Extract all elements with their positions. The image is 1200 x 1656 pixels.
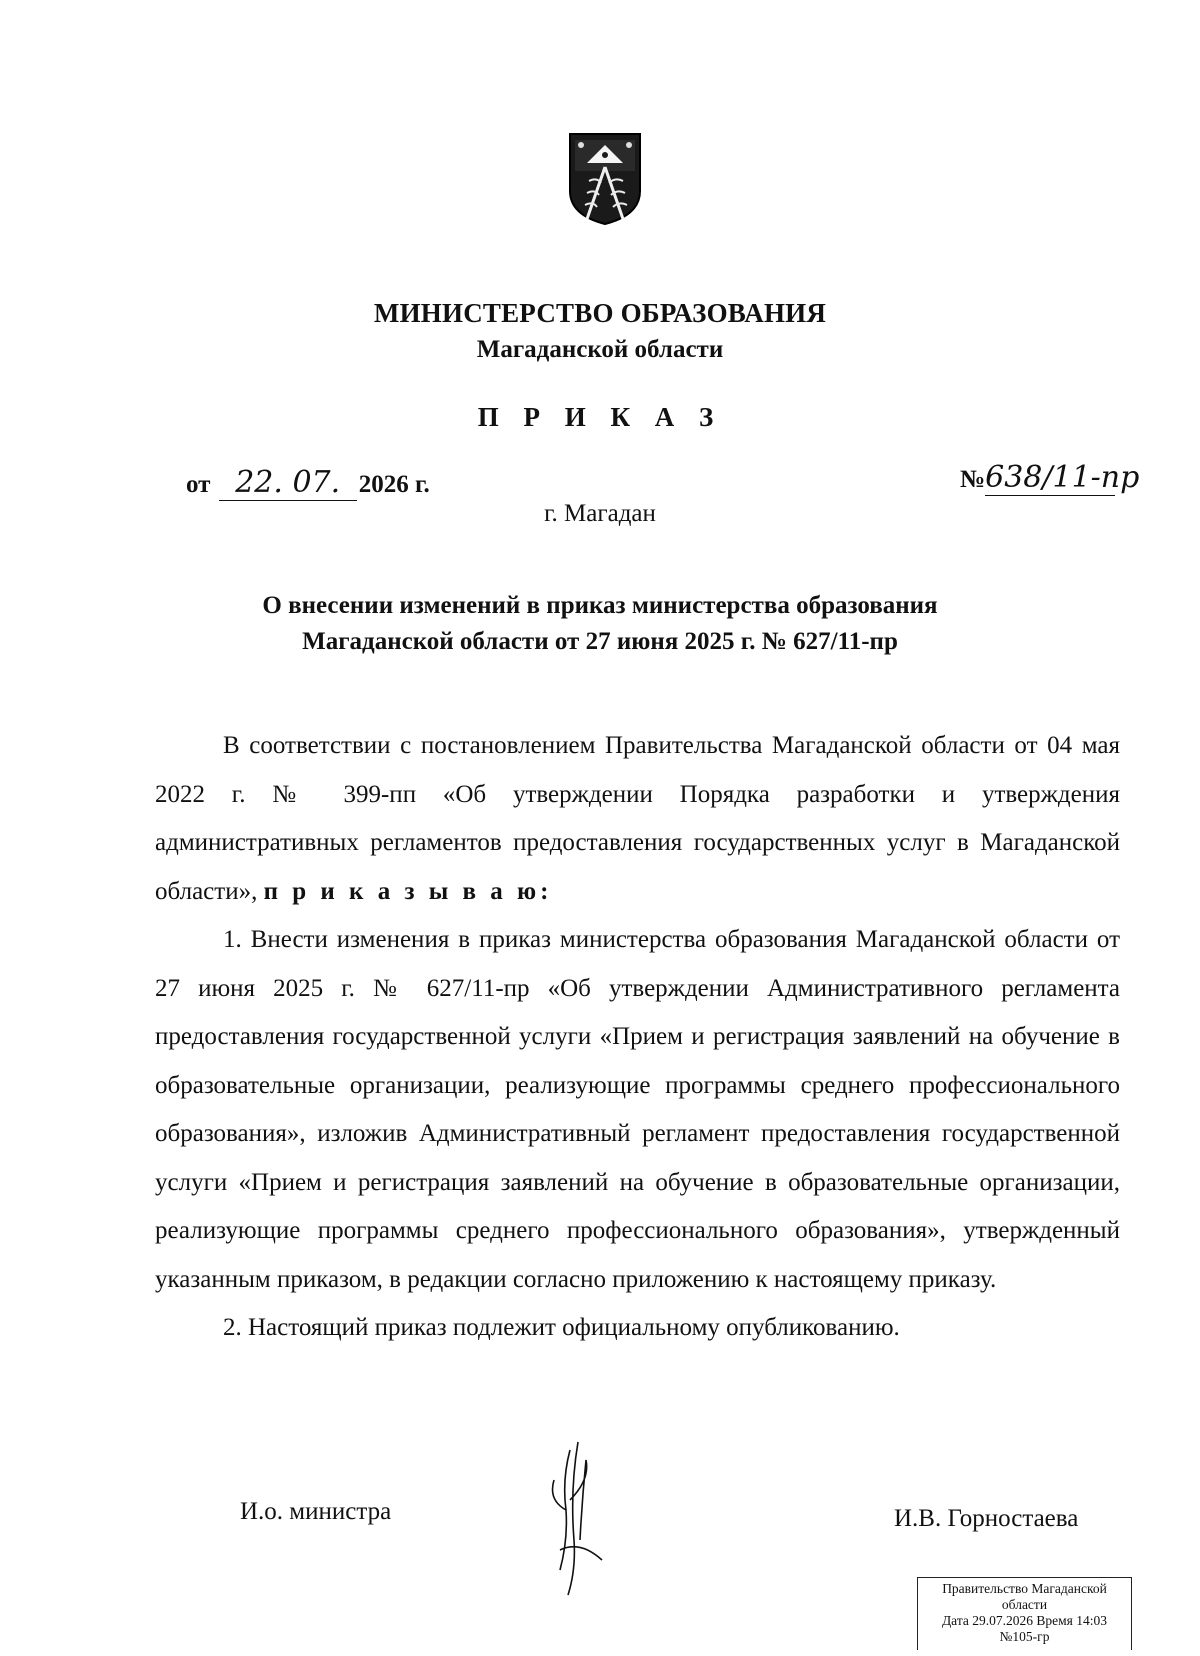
item-1: 1. Внести изменения в приказ министерства образования Магаданской области от 27 июня 2025 г. № 627/11-пр «Об утверждении Административного регламента предоставления государственной услуги «Прием и регистрация заявлений на обучение в образовательные организации, реализующие программы среднего профессионального образования», изложив Административный регламент предоставления государственной услуги «Прием и регистрация заявлений на обучение в образовательные организации, реализующие программы среднего профессионального образования», утвержденный указанным приказом, в редакции согласно приложению к настоящему приказу. [155, 926, 1120, 1293]
number-prefix: № [960, 466, 986, 493]
number-handwritten: 638/11-пр [985, 460, 1140, 495]
date-handwritten: 22. 07. [235, 465, 341, 500]
organization-title: МИНИСТЕРСТВО ОБРАЗОВАНИЯ [373, 298, 827, 328]
item-2: 2. Настоящий приказ подлежит официальному опубликованию. [223, 1314, 900, 1341]
date-year: 2026 г. [358, 471, 430, 498]
stamp-line-4: №105-гр [999, 1629, 1050, 1644]
document-type: П Р И К А З [477, 402, 723, 432]
stamp-line-1: Правительство Магаданской [942, 1581, 1107, 1596]
date-prefix: от [186, 471, 211, 498]
organization-region: Магаданской области [476, 336, 724, 363]
order-number [960, 460, 1140, 496]
preamble-text: В соответствии с постановлением Правительства Магаданской области от 04 мая 2022 г. № 399-пп «Об утверждении Порядка разработки и утверждения административных регламентов предоставления государственных услуг в Магаданской области», [155, 732, 1120, 905]
signatory-role: И.о. министра [240, 1498, 392, 1525]
order-subject [0, 588, 1200, 660]
coat-of-arms-icon [567, 131, 643, 227]
stamp-line-2: области [1001, 1597, 1048, 1612]
city: г. Магадан [544, 500, 656, 527]
registration-stamp [917, 1577, 1132, 1650]
stamp-line-3: Дата 29.07.2026 Время 14:03 [941, 1613, 1108, 1628]
order-body [155, 722, 1120, 1353]
subject-line-1: О внесении изменений в приказ министерства образования [262, 592, 938, 619]
order-word: п р и к а з ы в а ю: [263, 877, 553, 905]
subject-line-2: Магаданской области от 27 июня 2025 г. № 627/11-пр [302, 628, 898, 655]
order-date [186, 465, 430, 501]
handwritten-signature-icon [540, 1440, 610, 1600]
preamble-paragraph [155, 722, 1120, 916]
signatory-name: И.В. Горностаева [894, 1505, 1079, 1532]
